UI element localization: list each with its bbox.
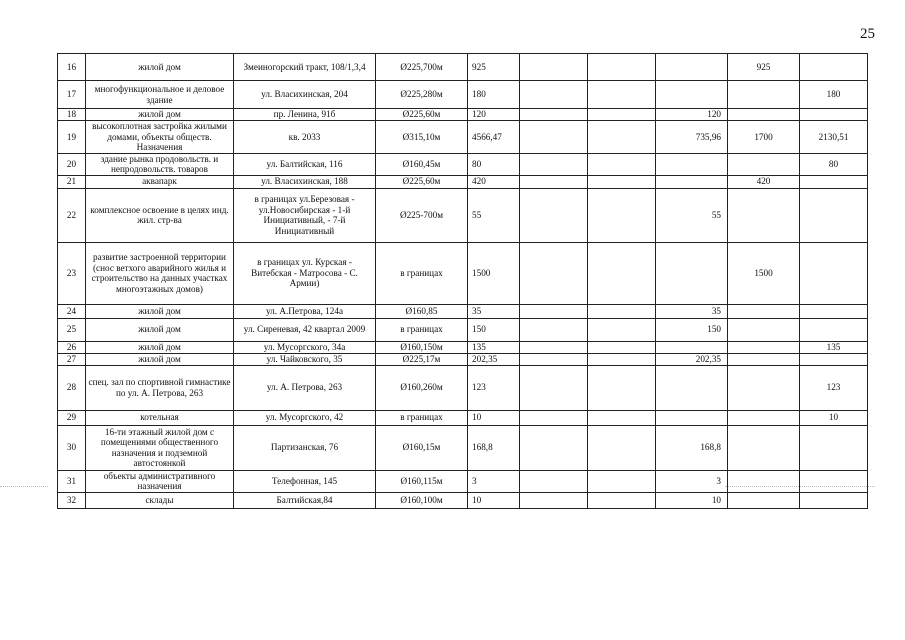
year-col-4-cell [728,318,800,341]
year-col-2-cell [588,470,656,492]
year-col-1-cell [520,470,588,492]
year-col-5-cell [800,470,868,492]
table-row [58,365,868,410]
year-col-4-cell [728,425,800,470]
year-col-5-cell: 180 [800,81,868,109]
year-col-3-cell: 3 [656,470,728,492]
year-col-4-cell [728,81,800,109]
year-col-3-cell [656,81,728,109]
year-col-4-cell [728,304,800,318]
row-number-cell: 22 [58,188,86,242]
address-cell: Телефонная, 145 [234,470,376,492]
diameter-cell: Ø160,45м [376,153,468,175]
diameter-cell: Ø160,100м [376,492,468,508]
address-cell: в границах ул.Березовая - ул.Новосибирская - 1-й Инициативный, - 7-й Инициативный [234,188,376,242]
total-load-cell: 1500 [468,242,520,304]
row-number-cell: 28 [58,365,86,410]
year-col-2-cell [588,410,656,425]
total-load-cell: 123 [468,365,520,410]
table-row [58,318,868,341]
address-cell: ул. Мусоргского, 42 [234,410,376,425]
object-name-cell: склады [86,492,234,508]
year-col-4-cell [728,353,800,365]
year-col-3-cell: 150 [656,318,728,341]
diameter-cell: в границах [376,242,468,304]
address-cell: ул. Мусоргского, 34а [234,341,376,353]
diameter-cell: Ø225,60м [376,109,468,121]
table-row [58,81,868,109]
year-col-3-cell [656,153,728,175]
diameter-cell: в границах [376,318,468,341]
row-number-cell: 27 [58,353,86,365]
object-name-cell: жилой дом [86,353,234,365]
year-col-1-cell [520,304,588,318]
infrastructure-table [57,53,868,509]
diameter-cell: Ø160,15м [376,425,468,470]
year-col-5-cell [800,353,868,365]
total-load-cell: 202,35 [468,353,520,365]
row-number-cell: 30 [58,425,86,470]
year-col-2-cell [588,318,656,341]
year-col-1-cell [520,153,588,175]
table-row [58,492,868,508]
object-name-cell: высокоплотная застройка жилыми домами, объекты обществ. Назначения [86,121,234,154]
row-number-cell: 26 [58,341,86,353]
year-col-2-cell [588,81,656,109]
table-row [58,341,868,353]
year-col-1-cell [520,54,588,81]
year-col-1-cell [520,175,588,188]
table-row [58,109,868,121]
total-load-cell: 168,8 [468,425,520,470]
year-col-5-cell: 123 [800,365,868,410]
table-row [58,121,868,154]
object-name-cell: жилой дом [86,318,234,341]
year-col-3-cell: 55 [656,188,728,242]
row-number-cell: 23 [58,242,86,304]
year-col-1-cell [520,121,588,154]
row-number-cell: 24 [58,304,86,318]
diameter-cell: Ø225,280м [376,81,468,109]
total-load-cell: 3 [468,470,520,492]
row-number-cell: 20 [58,153,86,175]
year-col-1-cell [520,492,588,508]
total-load-cell: 150 [468,318,520,341]
year-col-5-cell [800,54,868,81]
year-col-3-cell: 120 [656,109,728,121]
year-col-1-cell [520,410,588,425]
year-col-4-cell [728,492,800,508]
table-row [58,470,868,492]
diameter-cell: в границах [376,410,468,425]
year-col-5-cell [800,242,868,304]
year-col-4-cell: 420 [728,175,800,188]
diameter-cell: Ø160,150м [376,341,468,353]
year-col-1-cell [520,365,588,410]
table-row [58,175,868,188]
diameter-cell: Ø315,10м [376,121,468,154]
diameter-cell: Ø225,17м [376,353,468,365]
page-number: 25 [860,26,875,42]
year-col-1-cell [520,341,588,353]
object-name-cell: жилой дом [86,304,234,318]
diameter-cell: Ø225,60м [376,175,468,188]
object-name-cell: жилой дом [86,54,234,81]
year-col-2-cell [588,121,656,154]
total-load-cell: 35 [468,304,520,318]
object-name-cell: многофункциональное и деловое здание [86,81,234,109]
year-col-4-cell: 925 [728,54,800,81]
year-col-4-cell [728,365,800,410]
year-col-4-cell [728,410,800,425]
object-name-cell: жилой дом [86,341,234,353]
year-col-5-cell [800,109,868,121]
diameter-cell: Ø160,115м [376,470,468,492]
year-col-3-cell [656,365,728,410]
year-col-4-cell: 1500 [728,242,800,304]
year-col-2-cell [588,492,656,508]
total-load-cell: 180 [468,81,520,109]
year-col-3-cell: 10 [656,492,728,508]
address-cell: Партизанская, 76 [234,425,376,470]
total-load-cell: 4566,47 [468,121,520,154]
total-load-cell: 135 [468,341,520,353]
diameter-cell: Ø160,85 [376,304,468,318]
row-number-cell: 32 [58,492,86,508]
row-number-cell: 31 [58,470,86,492]
object-name-cell: аквапарк [86,175,234,188]
table-row [58,54,868,81]
year-col-5-cell [800,492,868,508]
diameter-cell: Ø160,260м [376,365,468,410]
year-col-5-cell [800,318,868,341]
year-col-3-cell [656,242,728,304]
year-col-4-cell: 1700 [728,121,800,154]
address-cell: ул. Власихинская, 204 [234,81,376,109]
year-col-5-cell [800,304,868,318]
year-col-2-cell [588,365,656,410]
year-col-5-cell: 10 [800,410,868,425]
year-col-5-cell: 2130,51 [800,121,868,154]
year-col-1-cell [520,109,588,121]
year-col-3-cell: 168,8 [656,425,728,470]
year-col-5-cell [800,175,868,188]
year-col-3-cell [656,341,728,353]
row-number-cell: 17 [58,81,86,109]
object-name-cell: спец. зал по спортивной гимнастике по ул. А. Петрова, 263 [86,365,234,410]
year-col-3-cell: 735,96 [656,121,728,154]
table-row [58,410,868,425]
year-col-1-cell [520,242,588,304]
year-col-4-cell [728,109,800,121]
year-col-2-cell [588,54,656,81]
year-col-1-cell [520,188,588,242]
year-col-5-cell: 80 [800,153,868,175]
year-col-1-cell [520,81,588,109]
row-number-cell: 29 [58,410,86,425]
year-col-4-cell [728,153,800,175]
address-cell: Змеиногорский тракт, 108/1,3,4 [234,54,376,81]
total-load-cell: 55 [468,188,520,242]
year-col-2-cell [588,175,656,188]
year-col-3-cell: 202,35 [656,353,728,365]
year-col-2-cell [588,341,656,353]
row-number-cell: 18 [58,109,86,121]
year-col-3-cell [656,410,728,425]
year-col-2-cell [588,109,656,121]
total-load-cell: 120 [468,109,520,121]
row-number-cell: 25 [58,318,86,341]
address-cell: ул. Сиреневая, 42 квартал 2009 [234,318,376,341]
total-load-cell: 10 [468,410,520,425]
diameter-cell: Ø225-700м [376,188,468,242]
address-cell: в границах ул. Курская - Витебская - Матросова - С. Армии) [234,242,376,304]
year-col-2-cell [588,425,656,470]
table-row [58,188,868,242]
total-load-cell: 925 [468,54,520,81]
object-name-cell: комплексное освоение в целях инд. жил. стр-ва [86,188,234,242]
table-row [58,242,868,304]
address-cell: ул. А. Петрова, 263 [234,365,376,410]
address-cell: ул. Балтийская, 116 [234,153,376,175]
object-name-cell: здание рынка продовольств. и непродовольств. товаров [86,153,234,175]
year-col-1-cell [520,425,588,470]
table-row [58,353,868,365]
diameter-cell: Ø225,700м [376,54,468,81]
object-name-cell: жилой дом [86,109,234,121]
year-col-1-cell [520,318,588,341]
row-number-cell: 19 [58,121,86,154]
year-col-4-cell [728,188,800,242]
total-load-cell: 420 [468,175,520,188]
total-load-cell: 10 [468,492,520,508]
year-col-5-cell [800,425,868,470]
address-cell: ул. А.Петрова, 124а [234,304,376,318]
object-name-cell: 16-ти этажный жилой дом с помещениями общественного назначения и подземной автостоянкой [86,425,234,470]
address-cell: кв. 2033 [234,121,376,154]
table-row [58,153,868,175]
row-number-cell: 16 [58,54,86,81]
address-cell: пр. Ленина, 91б [234,109,376,121]
object-name-cell: котельная [86,410,234,425]
year-col-2-cell [588,353,656,365]
table-row [58,425,868,470]
year-col-2-cell [588,188,656,242]
year-col-1-cell [520,353,588,365]
year-col-3-cell: 35 [656,304,728,318]
object-name-cell: развитие застроенной территории (снос ветхого аварийного жилья и строительство на данных участках многоэтажных домов) [86,242,234,304]
year-col-4-cell [728,341,800,353]
address-cell: ул. Власихинская, 188 [234,175,376,188]
year-col-5-cell: 135 [800,341,868,353]
table-row [58,304,868,318]
object-name-cell: объекты административного назначения [86,470,234,492]
year-col-3-cell [656,175,728,188]
year-col-5-cell [800,188,868,242]
year-col-2-cell [588,153,656,175]
scan-artifact-line [0,486,48,487]
year-col-2-cell [588,242,656,304]
row-number-cell: 21 [58,175,86,188]
year-col-2-cell [588,304,656,318]
address-cell: ул. Чайковского, 35 [234,353,376,365]
year-col-3-cell [656,54,728,81]
address-cell: Балтийская,84 [234,492,376,508]
total-load-cell: 80 [468,153,520,175]
year-col-4-cell [728,470,800,492]
